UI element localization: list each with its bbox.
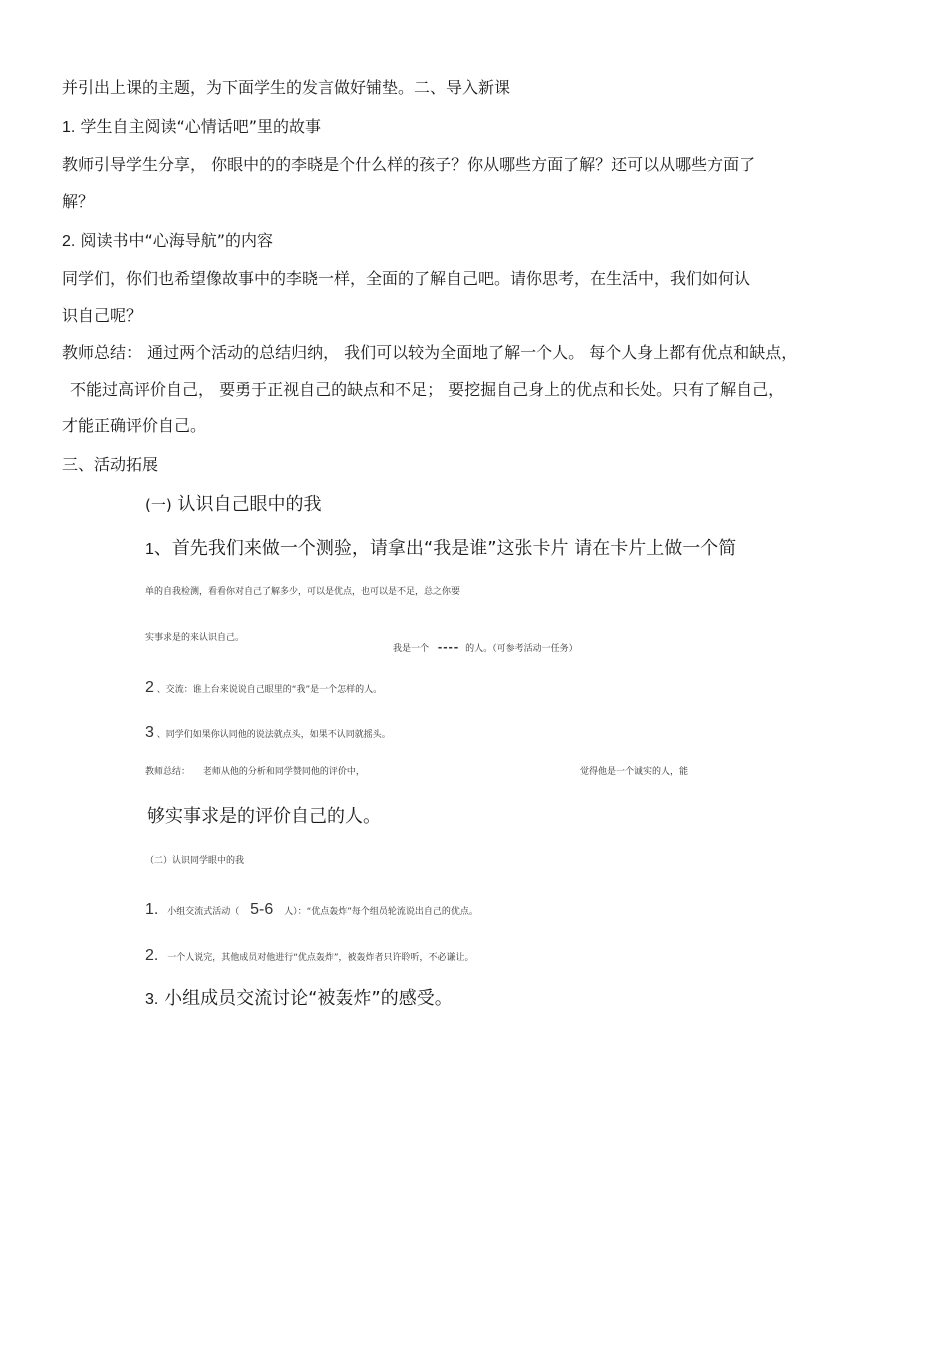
paragraph-line: 才能正确评价自己。 — [62, 416, 207, 435]
summary-label: 教师总结： — [145, 767, 191, 777]
list-number: 1. — [62, 119, 76, 136]
paragraph-line: 实事求是的来认识自己。 — [145, 633, 245, 643]
list-text: 、首先我们来做一个测验，请拿出“我是谁”这张卡片 请在卡片上做一个简 — [153, 538, 737, 559]
summary-text: 老师从他的分析和同学赞同他的评价中， — [202, 767, 365, 777]
summary-text-continued: 觉得他是一个诚实的人，能 — [580, 767, 689, 777]
list-text: 小组交流式活动（ — [167, 907, 240, 917]
list-number: 3 — [145, 724, 154, 741]
list-number: 2. — [62, 233, 76, 250]
list-number: 2. — [145, 947, 159, 964]
list-text: 小组成员交流讨论“被轰炸”的感受。 — [164, 988, 453, 1009]
group-size: 5-6 — [250, 901, 274, 918]
summary-line: 够实事求是的评价自己的人。 — [147, 806, 381, 827]
paragraph-line: 不能过高评价自己， 要勇于正视自己的缺点和不足； 要挖掘自己身上的优点和长处。只有了解自己， — [70, 380, 785, 399]
list-text: 学生自主阅读“心情话吧”里的故事 — [80, 117, 322, 136]
paragraph-line: 解？ — [62, 192, 95, 211]
subsection-paren: (一) — [145, 496, 172, 514]
summary-line — [145, 768, 365, 777]
paragraph-line: 教师引导学生分享， 你眼中的的李晓是个什么样的孩子？你从哪些方面了解？还可以从哪些方面了 — [62, 155, 756, 174]
paragraph-line: 教师总结： 通过两个活动的总结归纳， 我们可以较为全面地了解一个人。 每个人身上都有优点和缺点， — [62, 343, 798, 362]
list-text: 人）：“优点轰炸”每个组员轮流说出自己的优点。 — [284, 907, 478, 917]
paragraph-line: 单的自我检测，看看你对自己了解多少，可以是优点，也可以是不足，总之你要 — [145, 587, 461, 597]
list-number: 2 — [145, 679, 154, 696]
section-heading: 三、活动拓展 — [62, 455, 159, 474]
list-item — [62, 119, 321, 136]
fill-blank: ---- — [437, 639, 460, 654]
fill-in-sentence — [393, 640, 578, 654]
list-item — [145, 725, 391, 741]
list-number: 1. — [145, 901, 159, 918]
list-text: 阅读书中“心海导航”的内容 — [80, 231, 274, 250]
list-item — [145, 948, 474, 964]
subsection-title — [145, 496, 321, 514]
paragraph-line: 并引出上课的主题，为下面学生的发言做好铺垫。二、导入新课 — [62, 78, 511, 97]
list-text: 、同学们如果你认同他的说法就点头，如果不认同就摇头。 — [156, 730, 391, 740]
list-text: 、交流：谁上台来说说自己眼里的“我”是一个怎样的人。 — [156, 685, 383, 695]
fill-suffix: 的人。（可参考活动一任务） — [465, 644, 578, 654]
list-item — [145, 540, 736, 558]
fill-prefix: 我是一个 — [393, 644, 430, 654]
list-item — [145, 680, 382, 696]
paragraph-line: 同学们，你们也希望像故事中的李晓一样，全面的了解自己吧。请你思考，在生活中，我们如何认 — [62, 269, 751, 288]
list-item — [145, 990, 453, 1008]
list-text: 一个人说完，其他成员对他进行“优点轰炸”，被轰炸者只许聆听，不必谦让。 — [167, 953, 474, 963]
list-item — [145, 902, 478, 918]
list-item — [62, 233, 273, 250]
list-number: 1 — [145, 541, 154, 558]
paragraph-line: 识自己呢？ — [62, 306, 143, 325]
subsection-title: （二）认识同学眼中的我 — [145, 856, 245, 866]
list-number: 3. — [145, 991, 159, 1008]
subsection-title-text: 认识自己眼中的我 — [177, 494, 322, 515]
